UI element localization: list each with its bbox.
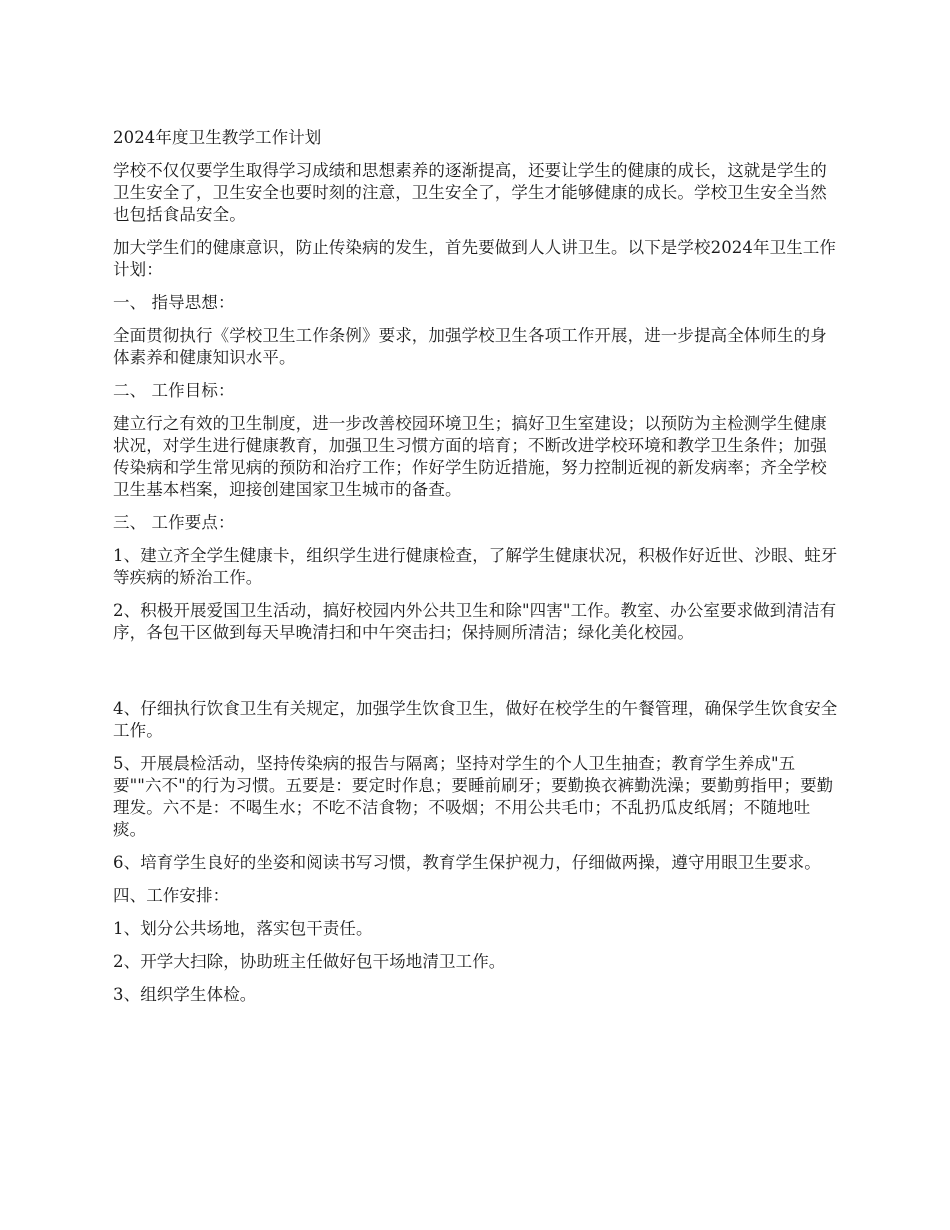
- list-item: 6、培育学生良好的坐姿和阅读书写习惯，教育学生保护视力，仔细做两操，遵守用眼卫生要求。: [113, 853, 821, 872]
- list-item: 1、建立齐全学生健康卡，组织学生进行健康检查，了解学生健康状况，积极作好近世、沙眼、蛀牙等疾病的矫治工作。: [113, 546, 838, 587]
- intro-paragraph: 加大学生们的健康意识，防止传染病的发生，首先要做到人人讲卫生。以下是学校2024年卫生工作计划：: [113, 238, 836, 279]
- body-paragraph: 全面贯彻执行《学校卫生工作条例》要求，加强学校卫生各项工作开展，进一步提高全体师生的身体素养和健康知识水平。: [113, 326, 827, 367]
- section-heading-guiding-thought: 一、 指导思想：: [113, 293, 235, 312]
- list-item: 5、开展晨检活动，坚持传染病的报告与隔离；坚持对学生的个人卫生抽查；教育学生养成"五要""六不"的行为习惯。五要是：要定时作息；要睡前刷牙；要勤换衣裤勤洗澡；要勤剪指甲；要勤理发。六不是：不喝生水；不吃不洁食物；不吸烟；不用公共毛巾；不乱扔瓜皮纸屑；不随地吐痰。: [113, 754, 834, 839]
- list-item: 2、积极开展爱国卫生活动，搞好校园内外公共卫生和除"四害"工作。教室、办公室要求做到清洁有序，各包干区做到每天早晚清扫和中午突击扫；保持厕所清洁；绿化美化校园。: [113, 601, 837, 642]
- list-item: 4、仔细执行饮食卫生有关规定，加强学生饮食卫生，做好在校学生的午餐管理，确保学生饮食安全工作。: [113, 699, 838, 740]
- section-heading-work-arrangement: 四、工作安排：: [113, 886, 230, 905]
- list-item: 1、划分公共场地，落实包干责任。: [113, 919, 373, 938]
- list-item: 2、开学大扫除，协助班主任做好包干场地清卫工作。: [113, 952, 506, 971]
- document-body: [113, 127, 843, 1017]
- section-heading-work-points: 三、 工作要点：: [113, 513, 235, 532]
- list-item: 3、组织学生体检。: [113, 985, 257, 1004]
- document-title: 2024年度卫生教学工作计划: [113, 128, 322, 147]
- section-heading-work-goals: 二、 工作目标：: [113, 381, 235, 400]
- body-paragraph: 建立行之有效的卫生制度，进一步改善校园环境卫生；搞好卫生室建设；以预防为主检测学生健康状况，对学生进行健康教育，加强卫生习惯方面的培育；不断改进学校环境和教学卫生条件；加强传染病和学生常见病的预防和治疗工作；作好学生防近措施，努力控制近视的新发病率；齐全学校卫生基本档案，迎接创建国家卫生城市的备查。: [113, 414, 827, 499]
- intro-paragraph: 学校不仅仅要学生取得学习成绩和思想素养的逐渐提高，还要让学生的健康的成长，这就是学生的卫生安全了，卫生安全也要时刻的注意，卫生安全了，学生才能够健康的成长。学校卫生安全当然也包括食品安全。: [113, 161, 827, 224]
